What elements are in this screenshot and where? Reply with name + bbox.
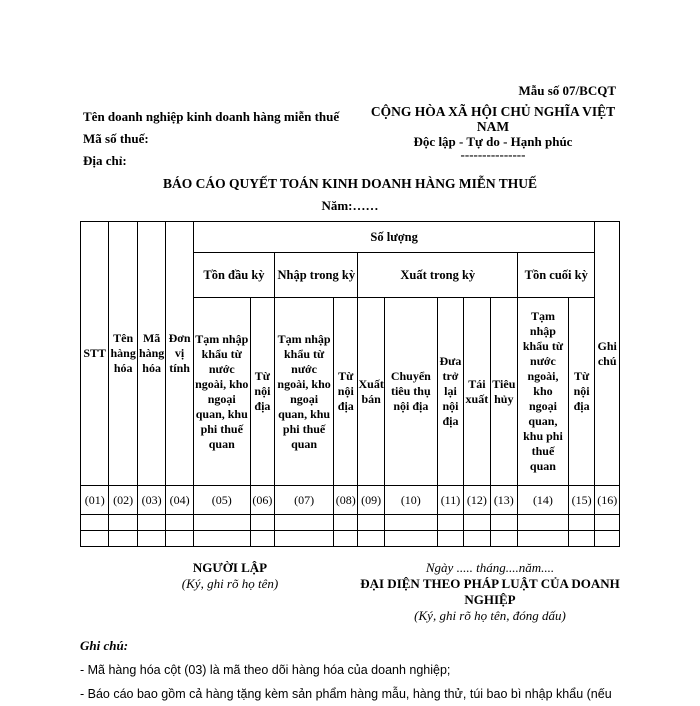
representative-signature-block [355,560,625,624]
tax-code-label: Mã số thuế: [83,131,149,146]
notes-title: Ghi chú: [80,638,129,653]
table-row [81,515,620,531]
col-header-code: Mã hàng hóa [137,222,165,486]
col-header-export-back: Đưa trở lại nội địa [437,298,463,486]
address-label: Địa chỉ: [83,153,127,168]
col-header-export-transfer: Chuyển tiêu thụ nội địa [384,298,437,486]
quantity-group-header: Số lượng [193,222,595,253]
national-header [362,104,624,161]
col-header-closing-temp: Tạm nhập khẩu từ nước ngoài, kho ngoại quan, khu phi thuế quan [518,298,569,486]
col-header-unit: Đơn vị tính [166,222,193,486]
col-number: (15) [568,486,595,515]
col-number: (02) [109,486,137,515]
col-number: (01) [81,486,109,515]
col-header-import-temp: Tạm nhập khẩu từ nước ngoài, kho ngoại quan, khu phi thuế quan [275,298,334,486]
motto-separator: --------------- [460,147,526,162]
col-number: (11) [437,486,463,515]
col-header-export-reexport: Tái xuất [464,298,490,486]
notes-section [80,634,640,706]
opening-stock-header: Tồn đầu kỳ [193,253,274,298]
form-number: Mẫu số 07/BCQT [518,83,616,98]
col-header-stt: STT [81,222,109,486]
representative-hint: (Ký, ghi rõ họ tên, đóng dấu) [414,608,566,623]
column-number-row [81,486,620,515]
company-name-label: Tên doanh nghiệp kinh doanh hàng miễn thuế [83,109,340,124]
export-header: Xuất trong kỳ [358,253,518,298]
date-line: Ngày ..... tháng....năm.... [425,560,555,575]
table-row [81,531,620,547]
col-number: (06) [250,486,274,515]
preparer-signature-block [155,560,305,592]
preparer-title: NGƯỜI LẬP [192,560,268,575]
col-header-note: Ghi chú [595,222,620,486]
note-item: - Mã hàng hóa cột (03) là mã theo dõi hàng hóa của doanh nghiệp; [80,663,451,677]
col-header-import-domestic: Từ nội địa [334,298,358,486]
col-number: (10) [384,486,437,515]
col-header-export-destroy: Tiêu hủy [490,298,517,486]
report-title: BÁO CÁO QUYẾT TOÁN KINH DOANH HÀNG MIỄN THUẾ [162,176,538,191]
col-number: (16) [595,486,620,515]
col-header-opening-domestic: Từ nội địa [250,298,274,486]
col-header-closing-domestic: Từ nội địa [568,298,595,486]
closing-stock-header: Tồn cuối kỳ [518,253,595,298]
col-number: (12) [464,486,490,515]
preparer-hint: (Ký, ghi rõ họ tên) [181,576,279,591]
col-number: (14) [518,486,569,515]
col-number: (05) [193,486,250,515]
col-header-export-sale: Xuất bán [358,298,384,486]
col-number: (08) [334,486,358,515]
import-header: Nhập trong kỳ [275,253,358,298]
col-number: (03) [137,486,165,515]
settlement-table [80,221,620,547]
col-number: (09) [358,486,384,515]
col-number: (07) [275,486,334,515]
col-header-name: Tên hàng hóa [109,222,137,486]
representative-title: ĐẠI DIỆN THEO PHÁP LUẬT CỦA DOANH NGHIỆP [360,576,620,607]
col-header-opening-temp: Tạm nhập khẩu từ nước ngoài, kho ngoại quan, khu phi thuế quan [193,298,250,486]
country-name: CỘNG HÒA XÃ HỘI CHỦ NGHĨA VIỆT NAM [370,104,616,134]
report-year: Năm:…… [321,198,379,213]
col-number: (13) [490,486,517,515]
note-item: - Báo cáo bao gồm cả hàng tặng kèm sản phẩm hàng mẫu, hàng thử, túi bao bì nhập khẩu (nếu [80,687,612,701]
col-number: (04) [166,486,193,515]
company-info [83,106,339,172]
national-motto: Độc lập - Tự do - Hạnh phúc [413,134,573,149]
